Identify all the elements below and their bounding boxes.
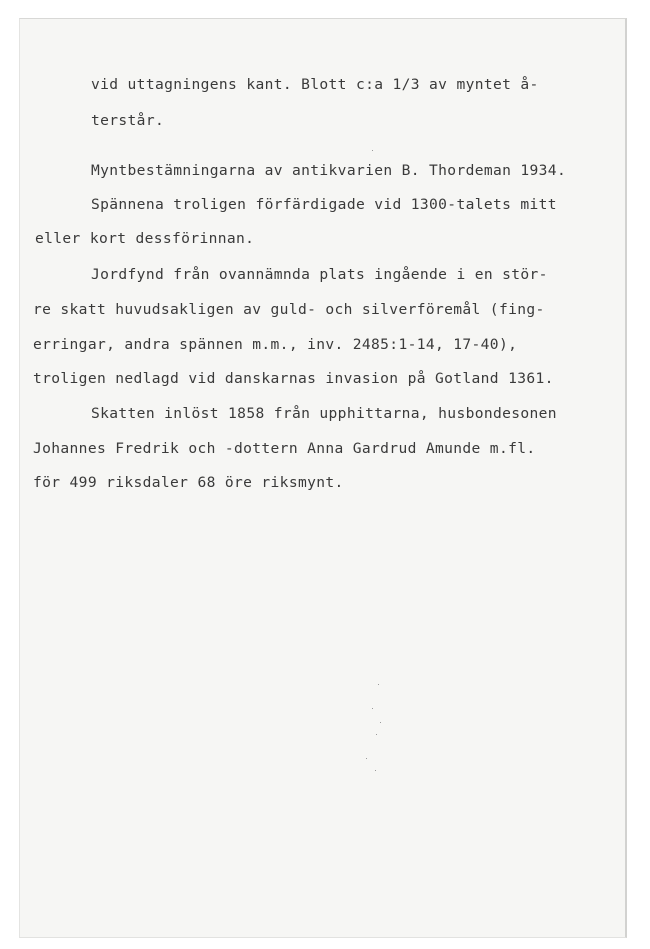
paper-speck	[372, 150, 373, 151]
paper-speck	[372, 708, 373, 709]
paper-speck	[376, 734, 377, 735]
text-line: Johannes Fredrik och -dottern Anna Gardrud Amunde m.fl.	[33, 440, 536, 457]
paper-speck	[380, 722, 381, 723]
text-line: Skatten inlöst 1858 från upphittarna, husbondesonen	[91, 405, 557, 422]
text-line: Spännena troligen förfärdigade vid 1300-talets mitt	[91, 196, 557, 213]
paper-speck	[366, 758, 367, 759]
text-line: erringar, andra spännen m.m., inv. 2485:1-14, 17-40),	[33, 336, 518, 353]
paper-speck	[375, 770, 376, 771]
text-line: vid uttagningens kant. Blott c:a 1/3 av myntet å-	[91, 76, 539, 93]
text-line: troligen nedlagd vid danskarnas invasion på Gotland 1361.	[33, 370, 554, 387]
text-line: terstår.	[91, 112, 165, 129]
text-line: Jordfynd från ovannämnda plats ingående i en stör-	[91, 266, 548, 283]
text-line: re skatt huvudsakligen av guld- och silverföremål (fing-	[33, 301, 545, 318]
text-line: eller kort dessförinnan.	[35, 230, 255, 247]
text-line: för 499 riksdaler 68 öre riksmynt.	[33, 474, 344, 491]
paper-speck	[378, 684, 379, 685]
text-line: Myntbestämningarna av antikvarien B. Thordeman 1934.	[91, 162, 567, 179]
